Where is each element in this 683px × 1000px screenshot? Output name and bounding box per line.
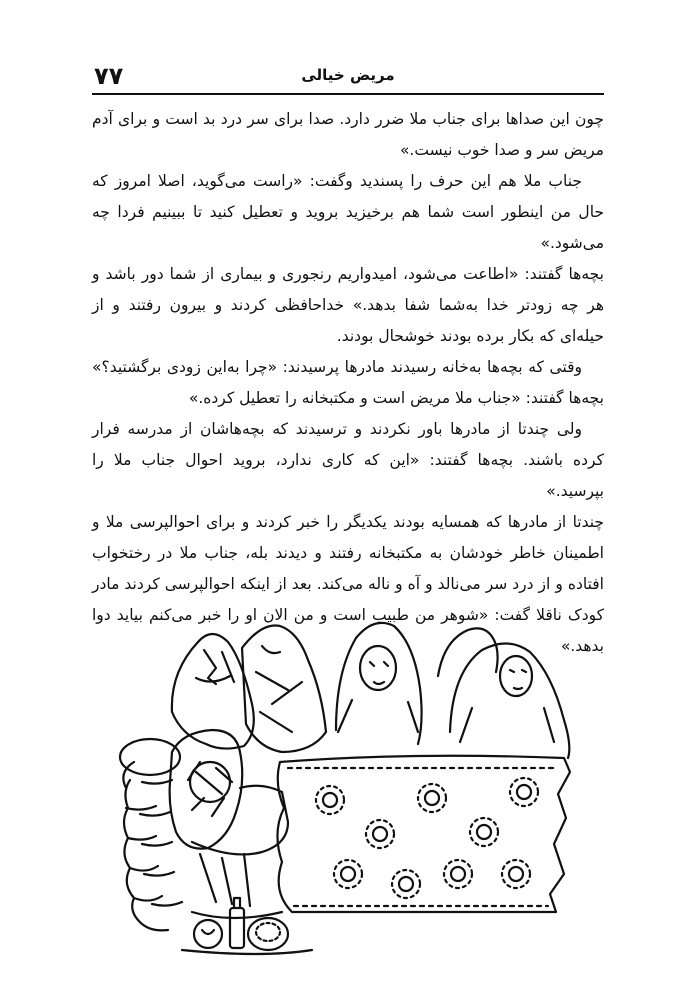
sick-mulla-figure — [170, 730, 288, 918]
paragraph: چندتا از مادرها که همسایه بودند یکدیگر را خبر کردند و برای احوالپرسی ملا و اطمینان خاطر خودشان به مکتبخانه رفتند و دیدند بله، جناب ملا در رختخواب افتاده و از درد سر می‌نالد و آه و ناله می‌کند. بعد از اینکه احوالپرسی کردند مادر کودک ناقلا گفت: «شوهر من طبیب است و من الان او را خبر می‌کنم بیاید دوا بدهد.» — [92, 513, 604, 655]
paragraph: بچه‌ها گفتند: «اطاعت می‌شود، امیدواریم رنجوری و بیماری از شما دور باشد و هر چه زودتر خدا به‌شما شفا بدهد.» خداحافظی کردند و بیرون رفتند و از حیله‌ای که بکار برده بودند خوشحال بودند. — [92, 265, 604, 345]
paragraph: ولی چندتا از مادرها باور نکردند و ترسیدند که بچه‌هاشان از مدرسه فرار کرده باشند. بچه‌ها گفتند: «این که کاری ندارد، بروید احوال جناب ملا را بپرسید.» — [92, 420, 604, 500]
paragraph: وقتی که بچه‌ها به‌خانه رسیدند مادرها پرسیدند: «چرا به‌این زودی برگشتید؟» بچه‌ها گفتند: «جناب ملا مریض است و مکتبخانه را تعطیل کرده.» — [92, 358, 604, 407]
bedding-rolls — [120, 739, 182, 930]
women-visiting-sick-mulla-illustration — [112, 612, 586, 982]
body-text — [92, 104, 604, 662]
header-rule — [92, 93, 604, 95]
floral-bed-cover — [277, 756, 570, 912]
page-header — [92, 56, 604, 96]
paragraph: جناب ملا هم این حرف را پسندید وگفت: «راست می‌گوید، اصلا امروز که حال من اینطور است شما هم برخیزید بروید و تعطیل کنید تا ببینیم فردا چه می‌شود.» — [92, 172, 604, 252]
page-number: ۷۷ — [94, 62, 124, 90]
running-title: مریض خیالی — [301, 66, 395, 84]
paragraph: چون این صداها برای جناب ملا ضرر دارد. صدا برای سر درد بد است و برای آدم مریض سر و صدا خوب نیست.» — [92, 110, 604, 159]
floor-items — [182, 898, 312, 954]
veiled-women — [172, 623, 569, 758]
